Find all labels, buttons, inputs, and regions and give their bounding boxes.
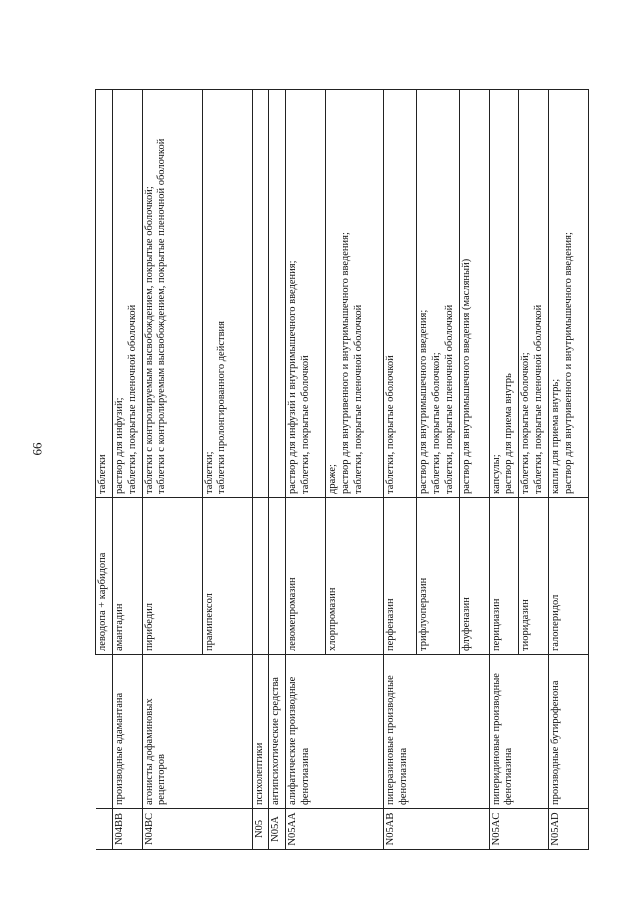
drug-cell [269, 498, 286, 655]
table-row [96, 90, 113, 850]
atc-code-cell: N05A [269, 809, 286, 850]
atc-code-cell: N05AC [489, 809, 519, 850]
group-cell: производные адамантана [113, 655, 143, 809]
atc-code-cell [519, 809, 549, 850]
group-cell: пиперидиновые производные фенотиазина [489, 655, 519, 809]
drug-cell: трифлуоперазин [417, 498, 459, 655]
table-row [489, 90, 519, 850]
group-cell [202, 655, 252, 809]
table-row [252, 90, 269, 850]
atc-code-cell [326, 809, 384, 850]
table-row [113, 90, 143, 850]
form-cell [142, 90, 202, 498]
group-cell: алифатические производные фенотиазина [286, 655, 326, 809]
table-row [459, 90, 489, 850]
table-row [384, 90, 417, 850]
drug-table [95, 89, 589, 850]
atc-code-cell [417, 809, 459, 850]
table-row [269, 90, 286, 850]
form-cell [326, 90, 384, 498]
atc-code-cell: N05AD [548, 809, 588, 850]
form-cell [417, 90, 459, 498]
drug-cell: флуфеназин [459, 498, 489, 655]
form-line: раствор для приема внутрь [503, 373, 515, 494]
form-line: капли для приема внутрь; [549, 378, 561, 494]
form-line: таблетки; [203, 451, 215, 494]
form-line: таблетки, покрытые оболочкой [299, 355, 311, 494]
table-row [417, 90, 459, 850]
group-cell [519, 655, 549, 809]
form-line: таблетки, покрытые пленочной оболочкой [532, 304, 544, 494]
table-row [286, 90, 326, 850]
form-cell [384, 90, 417, 498]
form-line: таблетки с контролируемым высвобождением, покрытые пленочной оболочкой [156, 138, 168, 494]
drug-cell: перициазин [489, 498, 519, 655]
group-cell [417, 655, 459, 809]
atc-code-cell [96, 809, 113, 850]
form-line: таблетки с контролируемым высвобождением, покрытые оболочкой; [143, 186, 155, 494]
form-cell [202, 90, 252, 498]
atc-code-cell: N05 [252, 809, 269, 850]
atc-code-cell: N05AB [384, 809, 417, 850]
drug-cell: пирибедил [142, 498, 202, 655]
form-line: раствор для внутривенного и внутримышечного введения; [339, 232, 351, 494]
drug-cell: галоперидол [548, 498, 588, 655]
form-line: таблетки, покрытые пленочной оболочкой [352, 304, 364, 494]
form-line: раствор для инфузий и внутримышечного введения; [287, 260, 299, 494]
group-cell [459, 655, 489, 809]
drug-cell: хлорпромазин [326, 498, 384, 655]
drug-cell: тиоридазин [519, 498, 549, 655]
form-line: раствор для инфузий; [114, 397, 125, 494]
form-line: раствор для внутримышечного введения; [418, 309, 430, 494]
group-cell: антипсихотические средства [269, 655, 286, 809]
form-cell [519, 90, 549, 498]
form-cell [252, 90, 269, 498]
drug-cell: амантадин [113, 498, 143, 655]
page-number: 66 [29, 442, 45, 456]
rotated-table-container [95, 90, 574, 850]
table-row [548, 90, 588, 850]
form-cell [548, 90, 588, 498]
form-cell [96, 90, 113, 498]
drug-cell: перфеназин [384, 498, 417, 655]
drug-cell [252, 498, 269, 655]
drug-cell: леводопа + карбидопа [96, 498, 113, 655]
atc-code-cell [459, 809, 489, 850]
form-line: таблетки [97, 454, 108, 494]
form-line: таблетки пролонгированного действия [216, 321, 228, 494]
atc-code-cell [202, 809, 252, 850]
form-line: раствор для внутривенного и внутримышечного введения; [562, 232, 574, 494]
group-cell [326, 655, 384, 809]
form-line: таблетки, покрытые пленочной оболочкой [443, 304, 455, 494]
form-line: таблетки, покрытые оболочкой [385, 355, 397, 494]
form-cell [286, 90, 326, 498]
form-line: таблетки, покрытые оболочкой; [430, 352, 442, 494]
form-line: раствор для внутримышечного введения (масляный) [460, 258, 472, 494]
group-cell [96, 655, 113, 809]
table-row [519, 90, 549, 850]
table-row [202, 90, 252, 850]
table-row [326, 90, 384, 850]
group-cell: пиперазиновые производные фенотиазина [384, 655, 417, 809]
atc-code-cell: N04BC [142, 809, 202, 850]
form-cell [269, 90, 286, 498]
table-row [142, 90, 202, 850]
form-cell [113, 90, 143, 498]
group-cell: агонисты дофаминовых рецепторов [142, 655, 202, 809]
form-line: таблетки, покрытые пленочной оболочкой [126, 304, 138, 494]
drug-cell: левомепромазин [286, 498, 326, 655]
form-cell [459, 90, 489, 498]
form-line: драже; [327, 464, 339, 494]
group-cell: психолептики [252, 655, 269, 809]
atc-code-cell: N04BB [113, 809, 143, 850]
form-line: таблетки, покрытые оболочкой; [520, 352, 532, 494]
atc-code-cell: N05AA [286, 809, 326, 850]
form-line: капсулы; [490, 454, 502, 494]
form-cell [489, 90, 519, 498]
drug-cell: прамипексол [202, 498, 252, 655]
group-cell: производные бутирофенона [548, 655, 588, 809]
